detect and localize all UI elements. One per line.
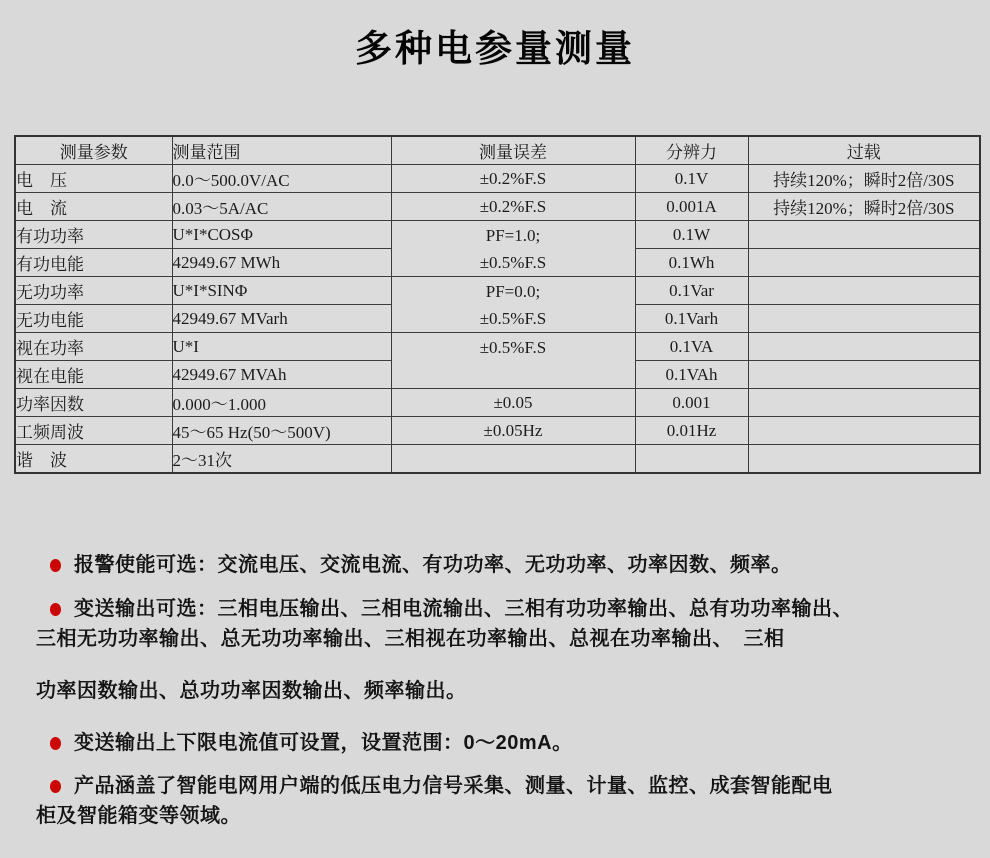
cell-resolution (635, 445, 748, 474)
error-line: ±0.2%F.S (479, 197, 547, 216)
error-line (392, 361, 635, 388)
header-measure-error: 测量误差 (391, 136, 635, 165)
cell-resolution: 0.01Hz (635, 417, 748, 445)
red-bullet-icon (50, 559, 61, 572)
cell-overload (748, 333, 980, 361)
cell-overload (748, 445, 980, 474)
table-row (15, 333, 980, 361)
bullet-text: 三相无功功率输出、总无功功率输出、三相视在功率输出、总视在功率输出、 三相 (36, 628, 785, 650)
cell-resolution: 0.001A (635, 193, 748, 221)
table-row (15, 221, 980, 249)
bullet-item (36, 771, 966, 831)
cell-param: 工频周波 (15, 417, 172, 445)
cell-param: 功率因数 (15, 389, 172, 417)
bullet-line (36, 594, 966, 624)
cell-resolution: 0.1Var (635, 277, 748, 305)
cell-param: 电 压 (15, 165, 172, 193)
bullet-text: 报警使能可选：交流电压、交流电流、有功功率、无功功率、功率因数、频率。 (74, 554, 792, 576)
measurement-spec-table (14, 135, 981, 474)
bullet-item (36, 676, 966, 706)
cell-param: 有功功率 (15, 221, 172, 249)
table-row (15, 165, 980, 193)
cell-overload (748, 249, 980, 277)
cell-error (391, 165, 635, 193)
header-overload: 过载 (748, 136, 980, 165)
bullet-text: 变送输出上下限电流值可设置，设置范围：0～20mA。 (74, 732, 573, 754)
table-row (15, 445, 980, 474)
cell-param: 视在电能 (15, 361, 172, 389)
cell-param: 视在功率 (15, 333, 172, 361)
table-row (15, 417, 980, 445)
cell-error (391, 445, 635, 474)
bullet-line (36, 676, 966, 706)
cell-resolution: 0.1Wh (635, 249, 748, 277)
error-line: ±0.05 (493, 393, 533, 412)
cell-error (391, 221, 635, 277)
cell-param: 无功功率 (15, 277, 172, 305)
cell-overload (748, 389, 980, 417)
cell-error (391, 333, 635, 389)
cell-range: 42949.67 MVarh (172, 305, 391, 333)
cell-range: 42949.67 MWh (172, 249, 391, 277)
cell-resolution: 0.1VAh (635, 361, 748, 389)
table-row (15, 277, 980, 305)
cell-overload: 持续120%；瞬时2倍/30S (748, 165, 980, 193)
bullet-line (36, 728, 966, 758)
bullet-item (36, 550, 966, 580)
cell-resolution: 0.1W (635, 221, 748, 249)
header-resolution: 分辨力 (635, 136, 748, 165)
cell-range: 45～65 Hz(50～500V) (172, 417, 391, 445)
cell-range: U*I (172, 333, 391, 361)
red-bullet-icon (50, 603, 61, 616)
table-row (15, 193, 980, 221)
cell-error (391, 417, 635, 445)
error-line: ±0.05Hz (483, 421, 543, 440)
cell-resolution: 0.001 (635, 389, 748, 417)
bullet-item (36, 594, 966, 654)
cell-overload: 持续120%；瞬时2倍/30S (748, 193, 980, 221)
cell-range: 42949.67 MVAh (172, 361, 391, 389)
cell-overload (748, 417, 980, 445)
bullet-line (36, 624, 966, 654)
header-measure-range: 测量范围 (172, 136, 391, 165)
error-line: PF=1.0; (485, 225, 541, 245)
error-line (392, 445, 635, 472)
bullet-item (36, 728, 966, 758)
error-line: PF=0.0; (485, 281, 541, 301)
bullet-text: 变送输出可选：三相电压输出、三相电流输出、三相有功功率输出、总有功功率输出、 (74, 598, 853, 620)
error-line: ±0.5%F.S (479, 252, 547, 272)
cell-param: 有功电能 (15, 249, 172, 277)
cell-range: U*I*COSΦ (172, 221, 391, 249)
red-bullet-icon (50, 780, 61, 793)
cell-range: 0.0～500.0V/AC (172, 165, 391, 193)
cell-range: 0.03～5A/AC (172, 193, 391, 221)
bullet-line (36, 550, 966, 580)
table-body (15, 165, 980, 474)
cell-overload (748, 305, 980, 333)
bullet-text: 产品涵盖了智能电网用户端的低压电力信号采集、测量、计量、监控、成套智能配电 (74, 775, 833, 797)
header-measure-param: 测量参数 (15, 136, 172, 165)
cell-range: 2～31次 (172, 445, 391, 474)
table-header-row (15, 136, 980, 165)
cell-range: U*I*SINΦ (172, 277, 391, 305)
error-line: ±0.2%F.S (479, 169, 547, 188)
cell-param: 无功电能 (15, 305, 172, 333)
cell-error (391, 277, 635, 333)
table-row (15, 389, 980, 417)
cell-error (391, 193, 635, 221)
red-bullet-icon (50, 737, 61, 750)
cell-param: 谐 波 (15, 445, 172, 474)
cell-resolution: 0.1VA (635, 333, 748, 361)
cell-range: 0.000～1.000 (172, 389, 391, 417)
bullet-line (36, 771, 966, 801)
page-title: 多种电参量测量 (355, 28, 635, 69)
cell-resolution: 0.1Varh (635, 305, 748, 333)
bullet-text: 柜及智能箱变等领域。 (36, 805, 241, 827)
cell-overload (748, 221, 980, 249)
error-line: ±0.5%F.S (479, 337, 547, 357)
cell-error (391, 389, 635, 417)
error-line: ±0.5%F.S (479, 308, 547, 328)
cell-resolution: 0.1V (635, 165, 748, 193)
cell-overload (748, 277, 980, 305)
bullet-text: 功率因数输出、总功功率因数输出、频率输出。 (36, 680, 467, 702)
bullet-line (36, 801, 966, 831)
cell-param: 电 流 (15, 193, 172, 221)
cell-overload (748, 361, 980, 389)
